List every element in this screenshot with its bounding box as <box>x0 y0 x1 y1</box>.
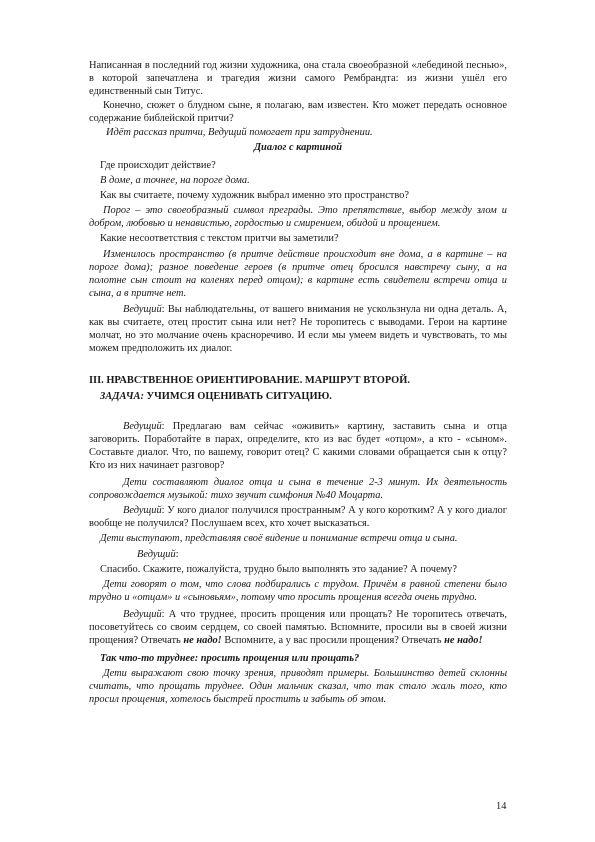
section-subtitle: Диалог с картиной <box>253 142 343 153</box>
speaker-line <box>137 548 555 561</box>
colon: : <box>175 549 179 560</box>
host-paragraph <box>89 303 507 355</box>
host-speech: : Вы наблюдательны, от вашего внимания не ускользнула ни одна деталь. А, как вы считаете, отец простит сына или нет? Не торопитесь с выводами. Герои на картине молчат, но это молчание очень красноречиво. И если мы умеем видеть и чувствовать, то мы можем предположить их диалог. <box>89 304 507 354</box>
host-speech: : Предлагаю вам сейчас «оживить» картину, заставить сына и отца заговорить. Поработайте в парах, определите, кто из вас будет «отцом», а кто - «сыном». Составьте диалог. Что, по вашему, говорит отец? С какими словами обращается сын к отцу? Кто из них начинает разговор? <box>89 421 507 471</box>
paragraph-question: Конечно, сюжет о блудном сыне, я полагаю, вам известен. Кто может передать основное содержание библейской притчи? <box>89 100 507 124</box>
stage-direction: Дети говорят о том, что слова подбирались с трудом. Причём в равной степени было трудно и «отцам» и «сыновьям», потому что просить прощения всегда очень трудно. <box>89 579 507 603</box>
question-line: Где происходит действие? <box>100 160 216 171</box>
stage-direction: Дети составляют диалог отца и сына в течение 2-3 минут. Их деятельность сопровождается музыкой: тихо звучит симфония №40 Моцарта. <box>89 477 507 501</box>
emphasis: не надо! <box>183 635 222 646</box>
host-speech: : А что труднее, просить прощения или прощать? Не торопитесь отвечать, посоветуйтесь со своим сердцем, со своей памятью. Вспомните, просили вы в своей жизни прощения? Отвечать <box>89 609 507 646</box>
host-speech: Вспомните, а у вас просили прощения? Отвечать <box>221 635 445 646</box>
host-paragraph <box>89 504 507 530</box>
stage-direction: Дети выражают свою точку зрения, приводят примеры. Большинство детей склонны считать, что прощать труднее. Один мальчик сказал, что так стало жаль того, кто просил прощения, хотелось быстрей простить и забыть об этом. <box>89 668 507 705</box>
host-paragraph <box>89 420 507 472</box>
speaker-label: Ведущий <box>123 421 162 432</box>
section-heading: III. НРАВСТВЕННОЕ ОРИЕНТИРОВАНИЕ. МАРШРУТ ВТОРОЙ. <box>89 375 410 386</box>
question-line: Какие несоответствия с текстом притчи вы заметили? <box>100 233 339 244</box>
speaker-label: Ведущий <box>123 304 162 315</box>
stage-direction: Дети выступают, представляя своё видение и понимание встречи отца и сына. <box>100 533 458 544</box>
speaker-label: Ведущий <box>123 505 162 516</box>
host-question: Спасибо. Скажите, пожалуйста, трудно было выполнять это задание? А почему? <box>100 564 457 575</box>
key-question: Так что-то труднее: просить прощения или прощать? <box>100 653 360 664</box>
task-text: УЧИМСЯ ОЦЕНИВАТЬ СИТУАЦИЮ. <box>143 391 332 402</box>
page-number: 14 <box>496 801 507 812</box>
answer-line: В доме, а точнее, на пороге дома. <box>100 175 250 186</box>
host-paragraph <box>89 608 507 647</box>
task-heading <box>100 390 518 403</box>
answer-paragraph: Порог – это своеобразный символ преграды. Это препятствие, выбор между злом и добром, любовью и ненавистью, гордостью и смирением, обидой и прощением. <box>89 205 507 229</box>
stage-direction: Идёт рассказ притчи, Ведущий помогает при затруднении. <box>106 127 373 138</box>
question-line: Как вы считаете, почему художник выбрал именно это пространство? <box>100 190 409 201</box>
speaker-label: Ведущий <box>123 609 162 620</box>
host-speech: : У кого диалог получился пространным? А у кого коротким? А у кого диалог вообще не получился? Послушаем всех, кто хочет высказаться. <box>89 505 507 529</box>
paragraph-intro: Написанная в последний год жизни художника, она стала своеобразной «лебединой песнью», в которой запечатлена и трагедия жизни самого Рембрандта: из жизни ушёл его единственный сын Титус. <box>89 60 507 97</box>
answer-paragraph: Изменилось пространство (в притче действие происходит вне дома, а в картине – на пороге дома); разное поведение героев (в притче отец бросился навстречу сыну, а на полотне сын стоит на коленях перед отцом); в картине есть свидетели встречи отца и сына, а в притче нет. <box>89 249 507 299</box>
speaker-label: Ведущий <box>137 549 176 560</box>
task-label: ЗАДАЧА: <box>100 391 144 402</box>
emphasis: не надо! <box>444 635 483 646</box>
